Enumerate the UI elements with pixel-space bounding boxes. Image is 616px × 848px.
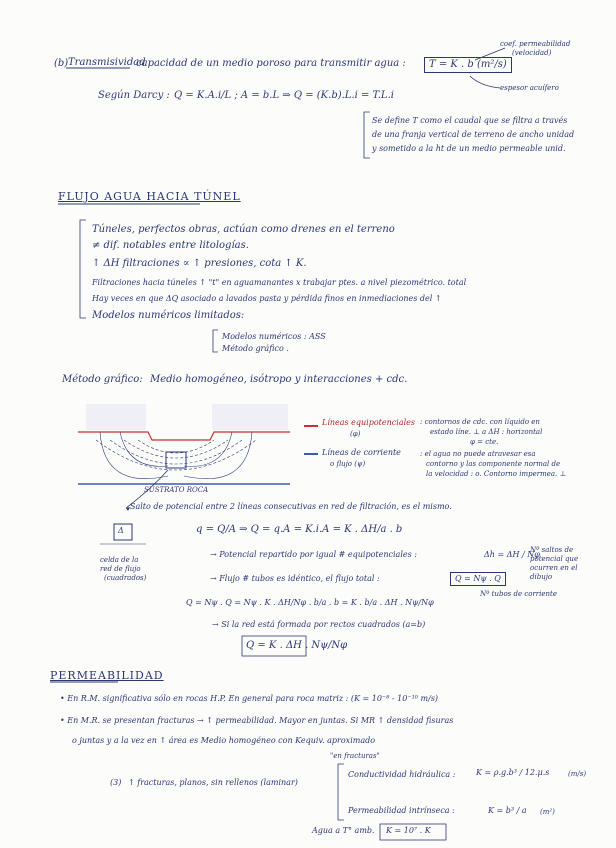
- eq-caudal-total: Q = Nψ . Q = Nψ . K . ΔH/Nφ . b/a . b = K . b/a . ΔH . Nψ/Nφ: [186, 598, 434, 607]
- perm-line-1: • En R.M. significativa sólo en rocas H.P. En general para roca matriz : (K = 10⁻⁸ - 10⁻¹⁰ m/s): [60, 694, 439, 703]
- legend-cor-text-2: contorno y las componente normal de: [426, 460, 561, 468]
- flujo-bullet-4: Filtraciones hacia túneles ↑ "t" en aguamanantes x trabajar ptes. a nivel piezométrico. total: [92, 278, 467, 287]
- legend-corriente: Líneas de corriente: [322, 448, 401, 457]
- perm-marker: (3): [110, 778, 122, 787]
- cell-caption-3: (cuadrados): [104, 574, 147, 582]
- legend-eq-text-3: φ = cte.: [470, 438, 499, 446]
- perm-line-2: • En M.R. se presentan fracturas → ↑ permeabilidad. Mayor en juntas. Si MR ↑ densidad fisuras: [60, 716, 454, 725]
- legend-eq-text-1: : contornos de cdc. con líquido en: [420, 418, 540, 426]
- eq-caudal: q = Q/A ⇒ Q = q.A = K.i.A = K . ΔH/a . b: [196, 524, 403, 535]
- note-coef-permeabilidad: coef. permeabilidad: [500, 40, 571, 48]
- perm-line-3: o juntas y a la vez en ↑ área es Medio homogéneo con Kequiv. aproximado: [72, 736, 376, 745]
- sustrato-label: SUSTRATO ROCA: [144, 486, 209, 494]
- def-line-3: y sometido a la ht de un medio permeable unid.: [372, 144, 566, 153]
- transmisividad-marker: (b): [54, 58, 69, 69]
- darcy-label: Según Darcy :: [98, 90, 170, 101]
- eq-flujo-formula: Q = Nψ . Q: [450, 572, 506, 586]
- eq-flujo: → Flujo # tubos es idéntico, el flujo total :: [210, 574, 380, 583]
- metodo-text: Medio homogéneo, isótropo y interacciones + cdc.: [150, 374, 408, 385]
- permeabilidad-title: PERMEABILIDAD: [50, 669, 164, 682]
- metodo-grafico-item: Método gráfico .: [222, 344, 289, 353]
- cond-hidraulica-unit: (m/s): [568, 770, 587, 778]
- legend-cor-text-1: : el agua no puede atravesar esa: [420, 450, 536, 458]
- flujo-bullet-1: Túneles, perfectos obras, actúan como drenes en el terreno: [92, 224, 395, 235]
- transmisividad-title: Transmisividad: [68, 57, 146, 68]
- cond-hidraulica-label: Conductividad hidráulica :: [348, 770, 456, 779]
- legend-phi: (φ): [350, 430, 361, 438]
- flujo-bullet-5: Hay veces en que ΔQ asociado a lavados pasta y pérdida finos en inmediaciones del ↑: [92, 294, 442, 303]
- transmisividad-definition: capacidad de un medio poroso para transmitir agua :: [136, 58, 406, 69]
- agua-temp-label: Agua a T° amb.: [312, 826, 375, 835]
- cond-hidraulica-formula: K = ρ.g.b³ / 12.μ.s: [476, 768, 550, 777]
- legend-eq-text-2: estado líne. ⊥ a ΔH : horizontal: [430, 428, 543, 436]
- cell-caption-1: celda de la: [100, 556, 139, 564]
- perm-fracturas: ↑ fracturas, planos, sin rellenos (laminar): [128, 778, 298, 787]
- note-espesor: espesor acuífero: [500, 84, 559, 92]
- potencial-text: Salto de potencial entre 2 líneas consecutivas en red de filtración, es el mismo.: [130, 502, 452, 511]
- metodo-label: Método gráfico:: [62, 374, 143, 385]
- darcy-formula: Q = K.A.i/L ; A = b.L ⇒ Q = (K.b).L.i = T.L.i: [174, 90, 394, 101]
- eq-potencial-formula: Δh = ΔH / Nφ: [484, 550, 540, 559]
- def-line-1: Se define T como el caudal que se filtra a través: [372, 116, 568, 125]
- eq-final: Q = K . ΔH . Nψ/Nφ: [246, 640, 348, 651]
- flujo-title: FLUJO AGUA HACIA TÚNEL: [58, 190, 241, 203]
- legend-psi: o flujo (ψ): [330, 460, 366, 468]
- def-line-2: de una franja vertical de terreno de ancho unidad: [372, 130, 575, 139]
- flujo-bullet-3: ↑ ΔH filtraciones ∝ ↑ presiones, cota ↑ K.: [92, 258, 307, 269]
- perm-intrinseca-formula: K = b³ / a: [488, 806, 527, 815]
- legend-cor-text-3: la velocidad : o. Contorno impermea. ⊥: [426, 470, 567, 478]
- transmisividad-formula: T = K . b (m²/s): [424, 57, 512, 73]
- perm-fracturas-note: "en fracturas": [330, 752, 380, 760]
- flujo-bullet-6: Modelos numéricos limitados:: [92, 310, 245, 321]
- eq-potencial: → Potencial repartido por igual # equipotenciales :: [210, 550, 417, 559]
- cell-box-label: Δ: [118, 526, 124, 535]
- perm-intrinseca-label: Permeabilidad intrínseca :: [348, 806, 455, 815]
- cell-caption-2: red de flujo: [100, 565, 141, 573]
- legend-equipotenciales: Líneas equipotenciales: [322, 418, 415, 427]
- agua-temp-formula: K = 10⁷ . K: [386, 826, 431, 835]
- modelos-numericos: Modelos numéricos : ASS: [222, 332, 326, 341]
- eq-potencial-note: Nº saltos de potencial que ocurren en el dibujo: [530, 546, 579, 581]
- note-velocidad: (velocidad): [512, 49, 552, 57]
- perm-intrinseca-unit: (m²): [540, 808, 555, 816]
- eq-flujo-note: Nº tubos de corriente: [480, 590, 557, 598]
- eq-cuadrados: → Si la red está formada por rectos cuadrados (a=b): [212, 620, 426, 629]
- flujo-bullet-2: ≠ dif. notables entre litologías.: [92, 240, 249, 251]
